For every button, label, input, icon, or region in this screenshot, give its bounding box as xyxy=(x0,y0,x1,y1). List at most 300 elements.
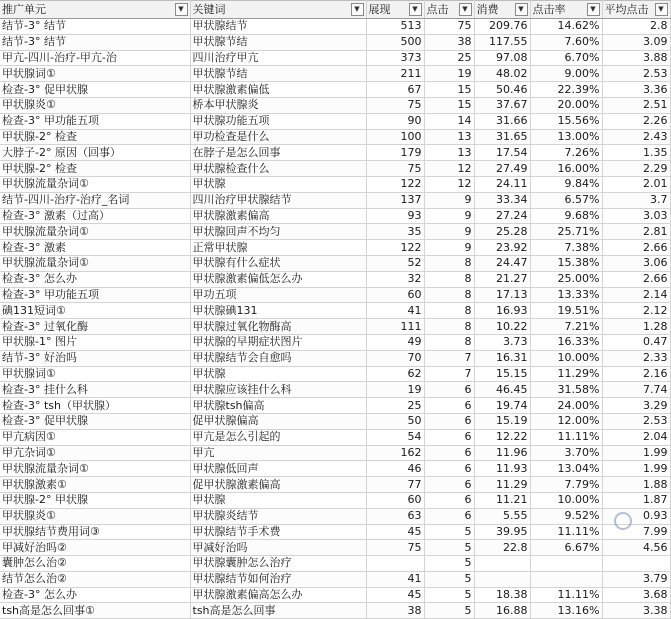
table-cell[interactable]: 13 xyxy=(424,129,474,145)
table-cell[interactable]: 8 xyxy=(424,287,474,303)
table-cell[interactable]: 检查-3° 过氧化酶 xyxy=(0,319,190,335)
table-cell[interactable]: 8 xyxy=(424,255,474,271)
table-cell[interactable]: 7.99 xyxy=(602,524,670,540)
table-cell[interactable]: 9 xyxy=(424,208,474,224)
table-cell[interactable]: 21.27 xyxy=(474,271,530,287)
table-cell[interactable]: 5 xyxy=(424,603,474,619)
table-cell[interactable]: 6.67% xyxy=(530,540,602,556)
table-cell[interactable]: 甲亢病因① xyxy=(0,429,190,445)
table-cell[interactable]: 1.87 xyxy=(602,492,670,508)
table-cell[interactable]: 39.95 xyxy=(474,524,530,540)
table-cell[interactable]: 19.74 xyxy=(474,398,530,414)
table-cell[interactable]: 8 xyxy=(424,303,474,319)
table-cell[interactable]: 16.33% xyxy=(530,334,602,350)
table-cell[interactable]: 5 xyxy=(424,540,474,556)
table-cell[interactable]: 甲状腺激素偏低 xyxy=(190,82,366,98)
table-row[interactable] xyxy=(0,319,670,335)
table-cell[interactable]: 13.00% xyxy=(530,129,602,145)
table-cell[interactable]: 碘131短词① xyxy=(0,303,190,319)
table-cell[interactable]: 检查-3° 怎么办 xyxy=(0,271,190,287)
table-cell[interactable]: 甲亢 xyxy=(190,445,366,461)
table-cell[interactable]: 4.56 xyxy=(602,540,670,556)
table-cell[interactable]: 甲状腺词① xyxy=(0,366,190,382)
table-cell[interactable]: 179 xyxy=(366,145,424,161)
column-header-3[interactable] xyxy=(424,1,474,19)
table-cell[interactable]: 15.56% xyxy=(530,113,602,129)
table-cell[interactable]: 15 xyxy=(424,82,474,98)
table-cell[interactable]: 甲状腺结节如何治疗 xyxy=(190,571,366,587)
table-cell[interactable]: 25 xyxy=(424,50,474,66)
table-row[interactable] xyxy=(0,66,670,82)
table-cell[interactable]: 检查-3° 甲功能五项 xyxy=(0,287,190,303)
table-cell[interactable]: 13.33% xyxy=(530,287,602,303)
table-cell[interactable]: 大脖子-2° 原因（回事） xyxy=(0,145,190,161)
table-cell[interactable]: 检查-3° 挂什么科 xyxy=(0,382,190,398)
table-cell[interactable]: 9 xyxy=(424,224,474,240)
table-cell[interactable]: 38 xyxy=(424,34,474,50)
table-cell[interactable]: 62 xyxy=(366,366,424,382)
table-cell[interactable]: 373 xyxy=(366,50,424,66)
table-cell[interactable]: 25.00% xyxy=(530,271,602,287)
table-cell[interactable]: 11.96 xyxy=(474,445,530,461)
table-cell[interactable]: 23.92 xyxy=(474,240,530,256)
table-cell[interactable]: 15.15 xyxy=(474,366,530,382)
table-cell[interactable]: 甲状腺-1° 图片 xyxy=(0,334,190,350)
filter-dropdown-icon[interactable]: ▼ xyxy=(351,3,364,16)
table-cell[interactable]: 13.04% xyxy=(530,461,602,477)
table-cell[interactable]: 桥本甲状腺炎 xyxy=(190,97,366,113)
table-cell[interactable]: 7 xyxy=(424,366,474,382)
table-row[interactable] xyxy=(0,113,670,129)
table-cell[interactable]: 3.70% xyxy=(530,445,602,461)
table-cell[interactable]: 甲状腺回声不均匀 xyxy=(190,224,366,240)
table-cell[interactable]: 209.76 xyxy=(474,19,530,35)
table-cell[interactable]: 117.55 xyxy=(474,34,530,50)
filter-dropdown-icon[interactable]: ▼ xyxy=(409,3,422,16)
table-cell[interactable]: 甲状腺激素偏低怎么办 xyxy=(190,271,366,287)
table-cell[interactable]: 甲状腺结节会自愈吗 xyxy=(190,350,366,366)
table-cell[interactable] xyxy=(602,556,670,572)
table-row[interactable] xyxy=(0,366,670,382)
table-cell[interactable]: 513 xyxy=(366,19,424,35)
table-cell[interactable]: 甲状腺功能五项 xyxy=(190,113,366,129)
table-cell[interactable]: 41 xyxy=(366,303,424,319)
table-cell[interactable]: 0.47 xyxy=(602,334,670,350)
table-cell[interactable]: 1.28 xyxy=(602,319,670,335)
table-cell[interactable]: 37.67 xyxy=(474,97,530,113)
table-cell[interactable]: 2.66 xyxy=(602,240,670,256)
table-cell[interactable]: 甲状腺-2° 检查 xyxy=(0,161,190,177)
table-row[interactable] xyxy=(0,350,670,366)
table-cell[interactable]: 2.12 xyxy=(602,303,670,319)
table-cell[interactable]: 8 xyxy=(424,334,474,350)
table-cell[interactable]: 46.45 xyxy=(474,382,530,398)
table-cell[interactable]: 甲亢是怎么引起的 xyxy=(190,429,366,445)
table-row[interactable] xyxy=(0,461,670,477)
table-cell[interactable]: 19.51% xyxy=(530,303,602,319)
table-cell[interactable]: 16.93 xyxy=(474,303,530,319)
table-cell[interactable]: 甲状腺激素偏高怎么办 xyxy=(190,587,366,603)
table-cell[interactable]: 甲状腺节结 xyxy=(190,34,366,50)
table-cell[interactable]: 500 xyxy=(366,34,424,50)
table-cell[interactable]: 甲状腺流量杂词① xyxy=(0,176,190,192)
table-cell[interactable]: 检查-3° tsh（甲状腺） xyxy=(0,398,190,414)
table-cell[interactable]: 9 xyxy=(424,240,474,256)
table-cell[interactable]: 48.02 xyxy=(474,66,530,82)
table-cell[interactable]: 6 xyxy=(424,413,474,429)
column-header-5[interactable] xyxy=(530,1,602,19)
table-cell[interactable]: 1.99 xyxy=(602,445,670,461)
table-cell[interactable]: 6 xyxy=(424,429,474,445)
table-cell[interactable]: 2.53 xyxy=(602,413,670,429)
table-cell[interactable]: 7.74 xyxy=(602,382,670,398)
table-cell[interactable]: 12.00% xyxy=(530,413,602,429)
table-cell[interactable]: 75 xyxy=(366,97,424,113)
table-cell[interactable]: 结节-四川-治疗-治疗_名词 xyxy=(0,192,190,208)
table-row[interactable] xyxy=(0,429,670,445)
table-cell[interactable]: 在脖子是怎么回事 xyxy=(190,145,366,161)
table-cell[interactable]: 70 xyxy=(366,350,424,366)
column-header-6[interactable] xyxy=(602,1,670,19)
table-cell[interactable]: 50.46 xyxy=(474,82,530,98)
table-cell[interactable]: 甲状腺激素① xyxy=(0,477,190,493)
table-cell[interactable]: 检查-3° 促甲状腺 xyxy=(0,82,190,98)
table-row[interactable] xyxy=(0,508,670,524)
table-cell[interactable]: 16.00% xyxy=(530,161,602,177)
table-cell[interactable]: 6 xyxy=(424,461,474,477)
table-cell[interactable]: 24.11 xyxy=(474,176,530,192)
table-cell[interactable]: 27.24 xyxy=(474,208,530,224)
table-cell[interactable]: 11.29% xyxy=(530,366,602,382)
table-cell[interactable]: 63 xyxy=(366,508,424,524)
table-cell[interactable]: 75 xyxy=(366,161,424,177)
table-cell[interactable]: 2.43 xyxy=(602,129,670,145)
table-cell[interactable]: 甲状腺流量杂词① xyxy=(0,461,190,477)
table-cell[interactable]: 甲状腺炎① xyxy=(0,97,190,113)
table-cell[interactable]: 2.53 xyxy=(602,66,670,82)
table-cell[interactable]: 甲状腺有什么症状 xyxy=(190,255,366,271)
table-cell[interactable]: 11.29 xyxy=(474,477,530,493)
table-row[interactable] xyxy=(0,287,670,303)
table-cell[interactable]: 75 xyxy=(424,19,474,35)
table-cell[interactable]: 甲功五项 xyxy=(190,287,366,303)
table-cell[interactable]: 12.22 xyxy=(474,429,530,445)
table-cell[interactable]: 甲状腺低回声 xyxy=(190,461,366,477)
table-cell[interactable]: 50 xyxy=(366,413,424,429)
table-row[interactable] xyxy=(0,145,670,161)
table-cell[interactable]: 0.93 xyxy=(602,508,670,524)
table-row[interactable] xyxy=(0,192,670,208)
table-cell[interactable]: 3.29 xyxy=(602,398,670,414)
table-cell[interactable]: 检查-3° 激素（过高） xyxy=(0,208,190,224)
table-cell[interactable]: tsh高是怎么回事 xyxy=(190,603,366,619)
table-cell[interactable]: 6.57% xyxy=(530,192,602,208)
table-cell[interactable]: 9.84% xyxy=(530,176,602,192)
table-cell[interactable]: 1.35 xyxy=(602,145,670,161)
table-cell[interactable]: 3.38 xyxy=(602,603,670,619)
table-cell[interactable]: 结节-3° 好治吗 xyxy=(0,350,190,366)
table-cell[interactable]: 甲状腺碘131 xyxy=(190,303,366,319)
table-cell[interactable] xyxy=(474,571,530,587)
table-cell[interactable]: 31.66 xyxy=(474,113,530,129)
table-cell[interactable]: 16.31 xyxy=(474,350,530,366)
table-cell[interactable]: 9.00% xyxy=(530,66,602,82)
table-row[interactable] xyxy=(0,50,670,66)
table-cell[interactable]: 16.88 xyxy=(474,603,530,619)
table-cell[interactable]: 5.55 xyxy=(474,508,530,524)
table-cell[interactable]: 49 xyxy=(366,334,424,350)
table-cell[interactable]: 甲状腺词① xyxy=(0,66,190,82)
table-cell[interactable]: 7.60% xyxy=(530,34,602,50)
table-cell[interactable]: 5 xyxy=(424,571,474,587)
table-cell[interactable]: 162 xyxy=(366,445,424,461)
table-cell[interactable]: 7.79% xyxy=(530,477,602,493)
table-row[interactable] xyxy=(0,34,670,50)
table-cell[interactable]: 2.33 xyxy=(602,350,670,366)
table-row[interactable] xyxy=(0,97,670,113)
table-cell[interactable]: 24.47 xyxy=(474,255,530,271)
filter-dropdown-icon[interactable]: ▼ xyxy=(587,3,600,16)
column-header-1[interactable] xyxy=(190,1,366,19)
table-cell[interactable]: 6 xyxy=(424,492,474,508)
table-cell[interactable]: 77 xyxy=(366,477,424,493)
table-cell[interactable]: 促甲状腺激素偏高 xyxy=(190,477,366,493)
table-cell[interactable]: 四川治疗甲亢 xyxy=(190,50,366,66)
table-cell[interactable]: 8 xyxy=(424,319,474,335)
table-cell[interactable]: 27.49 xyxy=(474,161,530,177)
table-cell[interactable]: 3.7 xyxy=(602,192,670,208)
table-cell[interactable]: 四川治疗甲状腺结节 xyxy=(190,192,366,208)
table-cell[interactable]: 19 xyxy=(366,382,424,398)
table-row[interactable] xyxy=(0,587,670,603)
table-cell[interactable]: 甲状腺-2° 检查 xyxy=(0,129,190,145)
table-cell[interactable]: 检查-3° 激素 xyxy=(0,240,190,256)
table-cell[interactable]: 211 xyxy=(366,66,424,82)
table-cell[interactable]: 正常甲状腺 xyxy=(190,240,366,256)
table-cell[interactable]: 60 xyxy=(366,287,424,303)
table-cell[interactable]: 2.04 xyxy=(602,429,670,445)
table-cell[interactable]: 2.29 xyxy=(602,161,670,177)
table-row[interactable] xyxy=(0,571,670,587)
table-cell[interactable]: 甲减好治吗 xyxy=(190,540,366,556)
table-cell[interactable]: 122 xyxy=(366,176,424,192)
table-cell[interactable]: 5 xyxy=(424,587,474,603)
table-row[interactable] xyxy=(0,176,670,192)
table-cell[interactable]: 33.34 xyxy=(474,192,530,208)
table-cell[interactable]: 6 xyxy=(424,477,474,493)
table-row[interactable] xyxy=(0,556,670,572)
table-cell[interactable]: 3.36 xyxy=(602,82,670,98)
table-cell[interactable] xyxy=(530,571,602,587)
table-cell[interactable]: 25.28 xyxy=(474,224,530,240)
table-cell[interactable]: 2.81 xyxy=(602,224,670,240)
table-cell[interactable] xyxy=(366,556,424,572)
table-row[interactable] xyxy=(0,240,670,256)
table-row[interactable] xyxy=(0,524,670,540)
table-cell[interactable]: 甲亢杂词① xyxy=(0,445,190,461)
table-cell[interactable]: 93 xyxy=(366,208,424,224)
table-cell[interactable]: 10.22 xyxy=(474,319,530,335)
table-cell[interactable]: 甲减好治吗② xyxy=(0,540,190,556)
table-row[interactable] xyxy=(0,19,670,35)
table-cell[interactable]: 甲状腺 xyxy=(190,366,366,382)
table-cell[interactable]: tsh高是怎么回事① xyxy=(0,603,190,619)
table-cell[interactable]: 2.14 xyxy=(602,287,670,303)
table-cell[interactable]: 2.51 xyxy=(602,97,670,113)
table-cell[interactable]: 13 xyxy=(424,145,474,161)
table-cell[interactable]: 25.71% xyxy=(530,224,602,240)
table-cell[interactable]: 7.26% xyxy=(530,145,602,161)
table-cell[interactable]: 19 xyxy=(424,66,474,82)
table-cell[interactable]: 甲状腺结节费用词③ xyxy=(0,524,190,540)
table-cell[interactable]: 囊肿怎么治② xyxy=(0,556,190,572)
table-cell[interactable]: 13.16% xyxy=(530,603,602,619)
column-header-2[interactable] xyxy=(366,1,424,19)
table-cell[interactable]: 9.52% xyxy=(530,508,602,524)
table-row[interactable] xyxy=(0,271,670,287)
table-cell[interactable]: 18.38 xyxy=(474,587,530,603)
table-cell[interactable]: 促甲状腺偏高 xyxy=(190,413,366,429)
table-cell[interactable]: 17.54 xyxy=(474,145,530,161)
table-row[interactable] xyxy=(0,492,670,508)
table-cell[interactable]: 67 xyxy=(366,82,424,98)
table-cell[interactable]: 38 xyxy=(366,603,424,619)
table-cell[interactable]: 14 xyxy=(424,113,474,129)
table-row[interactable] xyxy=(0,603,670,619)
table-cell[interactable]: 甲状腺激素偏高 xyxy=(190,208,366,224)
table-cell[interactable]: 11.11% xyxy=(530,524,602,540)
table-cell[interactable]: 41 xyxy=(366,571,424,587)
table-cell[interactable]: 54 xyxy=(366,429,424,445)
table-cell[interactable]: 3.73 xyxy=(474,334,530,350)
table-cell[interactable]: 24.00% xyxy=(530,398,602,414)
table-cell[interactable]: 90 xyxy=(366,113,424,129)
table-cell[interactable]: 75 xyxy=(366,540,424,556)
table-cell[interactable]: 11.11% xyxy=(530,587,602,603)
table-cell[interactable]: 甲状腺结节 xyxy=(190,19,366,35)
table-cell[interactable]: 22.8 xyxy=(474,540,530,556)
table-cell[interactable]: 111 xyxy=(366,319,424,335)
column-header-0[interactable] xyxy=(0,1,190,19)
table-cell[interactable]: 检查-3° 怎么办 xyxy=(0,587,190,603)
filter-dropdown-icon[interactable]: ▼ xyxy=(459,3,472,16)
table-cell[interactable]: 97.08 xyxy=(474,50,530,66)
table-cell[interactable]: 检查-3° 甲功能五项 xyxy=(0,113,190,129)
table-cell[interactable]: 5 xyxy=(424,556,474,572)
table-cell[interactable]: 32 xyxy=(366,271,424,287)
table-cell[interactable]: 15.19 xyxy=(474,413,530,429)
table-cell[interactable]: 6 xyxy=(424,398,474,414)
table-row[interactable] xyxy=(0,540,670,556)
table-cell[interactable]: 10.00% xyxy=(530,492,602,508)
table-cell[interactable] xyxy=(474,556,530,572)
table-cell[interactable]: 7.38% xyxy=(530,240,602,256)
table-cell[interactable]: 2.8 xyxy=(602,19,670,35)
table-row[interactable] xyxy=(0,445,670,461)
table-cell[interactable]: 甲状腺结节手术费 xyxy=(190,524,366,540)
table-row[interactable] xyxy=(0,82,670,98)
table-cell[interactable]: 甲状腺炎结节 xyxy=(190,508,366,524)
table-cell[interactable]: 2.01 xyxy=(602,176,670,192)
table-cell[interactable]: 甲亢-四川-治疗-甲亢-治 xyxy=(0,50,190,66)
table-cell[interactable]: 6 xyxy=(424,508,474,524)
table-cell[interactable]: 3.03 xyxy=(602,208,670,224)
table-cell[interactable]: 甲状腺-2° 甲状腺 xyxy=(0,492,190,508)
table-cell[interactable]: 9 xyxy=(424,192,474,208)
table-cell[interactable]: 6 xyxy=(424,382,474,398)
table-cell[interactable]: 甲状腺tsh偏高 xyxy=(190,398,366,414)
table-cell[interactable]: 122 xyxy=(366,240,424,256)
table-cell[interactable]: 3.68 xyxy=(602,587,670,603)
table-row[interactable] xyxy=(0,208,670,224)
table-cell[interactable]: 9.68% xyxy=(530,208,602,224)
table-cell[interactable]: 31.58% xyxy=(530,382,602,398)
table-cell[interactable]: 结节怎么治② xyxy=(0,571,190,587)
table-cell[interactable]: 3.88 xyxy=(602,50,670,66)
table-cell[interactable]: 45 xyxy=(366,524,424,540)
table-cell[interactable]: 10.00% xyxy=(530,350,602,366)
table-cell[interactable]: 1.99 xyxy=(602,461,670,477)
table-cell[interactable]: 52 xyxy=(366,255,424,271)
table-cell[interactable]: 3.06 xyxy=(602,255,670,271)
table-cell[interactable]: 结节-3° 结节 xyxy=(0,19,190,35)
table-cell[interactable] xyxy=(530,556,602,572)
table-cell[interactable]: 甲状腺应该挂什么科 xyxy=(190,382,366,398)
table-cell[interactable]: 3.79 xyxy=(602,571,670,587)
table-row[interactable] xyxy=(0,303,670,319)
table-cell[interactable]: 12 xyxy=(424,176,474,192)
filter-dropdown-icon[interactable]: ▼ xyxy=(515,3,528,16)
table-cell[interactable]: 6.70% xyxy=(530,50,602,66)
table-cell[interactable]: 5 xyxy=(424,524,474,540)
table-row[interactable] xyxy=(0,477,670,493)
table-cell[interactable]: 11.21 xyxy=(474,492,530,508)
filter-dropdown-icon[interactable]: ▼ xyxy=(175,3,188,16)
table-row[interactable] xyxy=(0,334,670,350)
table-cell[interactable]: 甲状腺炎① xyxy=(0,508,190,524)
table-cell[interactable]: 17.13 xyxy=(474,287,530,303)
table-cell[interactable]: 11.11% xyxy=(530,429,602,445)
table-cell[interactable]: 7 xyxy=(424,350,474,366)
table-cell[interactable]: 7.21% xyxy=(530,319,602,335)
table-cell[interactable]: 14.62% xyxy=(530,19,602,35)
table-cell[interactable]: 100 xyxy=(366,129,424,145)
table-cell[interactable]: 甲状腺过氧化物酶高 xyxy=(190,319,366,335)
table-cell[interactable]: 25 xyxy=(366,398,424,414)
table-cell[interactable]: 甲状腺流量杂词① xyxy=(0,224,190,240)
table-cell[interactable]: 6 xyxy=(424,445,474,461)
table-cell[interactable]: 2.16 xyxy=(602,366,670,382)
table-row[interactable] xyxy=(0,224,670,240)
table-cell[interactable]: 8 xyxy=(424,271,474,287)
table-cell[interactable]: 甲状腺 xyxy=(190,492,366,508)
table-cell[interactable]: 甲状腺节结 xyxy=(190,66,366,82)
filter-dropdown-icon[interactable]: ▼ xyxy=(655,3,668,16)
table-row[interactable] xyxy=(0,161,670,177)
table-cell[interactable]: 15.38% xyxy=(530,255,602,271)
table-row[interactable] xyxy=(0,398,670,414)
table-cell[interactable]: 12 xyxy=(424,161,474,177)
table-cell[interactable]: 31.65 xyxy=(474,129,530,145)
table-row[interactable] xyxy=(0,129,670,145)
table-cell[interactable]: 2.66 xyxy=(602,271,670,287)
table-cell[interactable]: 甲状腺流量杂词① xyxy=(0,255,190,271)
table-row[interactable] xyxy=(0,255,670,271)
table-cell[interactable]: 检查-3° 促甲状腺 xyxy=(0,413,190,429)
table-cell[interactable]: 1.88 xyxy=(602,477,670,493)
table-cell[interactable]: 甲状腺的早期症状图片 xyxy=(190,334,366,350)
table-cell[interactable]: 甲状腺囊肿怎么治疗 xyxy=(190,556,366,572)
